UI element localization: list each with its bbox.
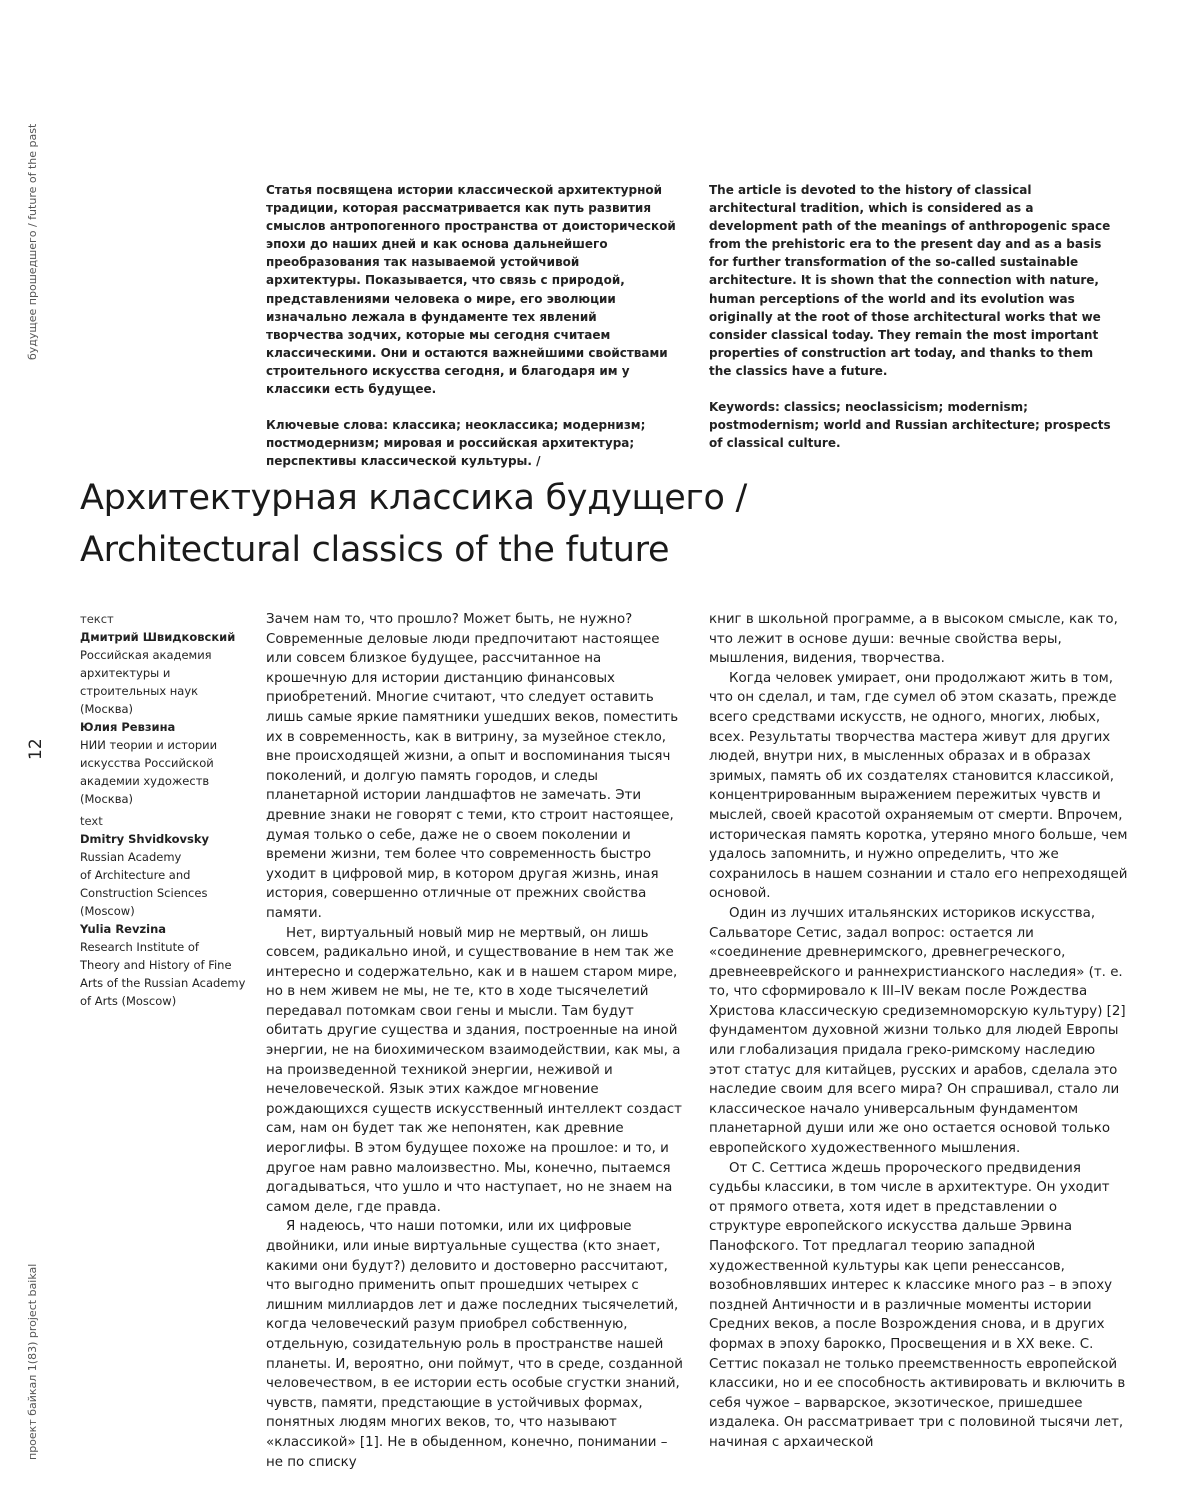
journal-footer-text: проект байкал 1(83) project baikal — [26, 1263, 39, 1460]
author-credits — [80, 610, 250, 1010]
author-affiliation: НИИ теории и истории искусства Российской академии художеств (Москва) — [80, 738, 218, 806]
page-number-text: 12 — [26, 738, 46, 760]
author-affiliation: Research Institute of Theory and History of Fine Arts of the Russian Academy of Arts (Moscow) — [80, 940, 246, 1008]
running-head-text: будущее прошедшего / future of the past — [26, 123, 39, 360]
body-paragraph: Один из лучших итальянских историков искусства, Сальваторе Сетис, задал вопрос: остается ли «соединение древнеримского, древнегреческого, древнееврейского и раннехристианского наследия» (т. е. то, что сформировало к III–IV векам после Рождества Христова классическую средиземноморскую культуру) [2] фундаментом духовной жизни только для людей Европы или глобализация придала греко-римскому наследию этот статус для китайцев, русских и арабов, сделала это наследие своим для всего мира? Он спрашивал, стало ли классическое начало универсальным фундаментом планетарной души или же оно остается основой только европейского художественного мышления. — [709, 905, 1126, 1157]
abstract-en — [709, 181, 1119, 470]
keywords-en: Keywords: classics; neoclassicism; modernism; postmodernism; world and Russian architecture; prospects of classical culture. — [709, 400, 1111, 451]
credit-label-en: text — [80, 814, 103, 828]
body-paragraph: Нет, виртуальный новый мир не мертвый, он лишь совсем, радикально иной, и существование в нем так же интересно и содержательно, как и в нашем старом мире, но в нем живем не мы, не те, кто в ходе тысячелетий передавал потомкам свои гены и мысли. Там будут обитать другие существа и здания, построенные на иной энергии, не на биохимическом взаимодействии, как мы, а на произведенной техникой энергии, неживой и нечеловеческой. Язык этих каждое мгновение рождающихся существ искусственный интеллект создаст сам, нам он будет так же непонятен, как древние иероглифы. В этом будущее похоже на прошлое: и то, и другое нам равно малоизвестно. Мы, конечно, пытаемся догадываться, что ушло и что наступает, но не знаем на самом деле, где правда. — [266, 925, 682, 1215]
title-en: Architectural classics of the future — [80, 530, 670, 570]
author-name: Юлия Ревзина — [80, 720, 176, 734]
body-paragraph: Зачем нам то, что прошло? Может быть, не нужно? Современные деловые люди предпочитают настоящее или совсем близкое будущее, рассчитанное на крошечную для истории дистанцию финансовых приобретений. Многие считают, что следует оставить лишь самые яркие памятники ушедших веков, поместить их в современность, как в витрину, за музейное стекло, вне происходящей жизни, а опыт и воспоминания тысяч поколений, и долгую память городов, и следы планетарной истории ландшафтов не замечать. Эти древние знаки не говорят с теми, кто строит настоящее, думая только о себе, даже не о своем поколении и времени жизни, тем более что современность быстро уходит в цифровой мир, в котором другая жизнь, иная история, совершенно отличные от прежних свойства памяти. — [266, 612, 679, 921]
body-column-1 — [266, 610, 686, 1472]
author-name: Dmitry Shvidkovsky — [80, 832, 210, 846]
body-paragraph: книг в школьной программе, а в высоком смысле, как то, что лежит в основе души: вечные свойства веры, мышления, видения, творчества. — [709, 612, 1118, 667]
author-affiliation: Российская академия архитектуры и строительных наук (Москва) — [80, 648, 212, 716]
abstract-ru-text: Статья посвящена истории классической архитектурной традиции, которая рассматривается как путь развития смыслов антропогенного пространства от доисторической эпохи до наших дней и как основа дальнейшего преобразования так называемой устойчивой архитектуры. Показывается, что связь с природой, представлениями человека о мире, его эволюции изначально лежала в фундаменте тех явлений творчества зодчих, которые мы сегодня считаем классическими. Они и остаются важнейшими свойствами строительного искусства сегодня, и благодаря им у классики есть будущее. — [266, 183, 676, 397]
body-column-2 — [709, 610, 1129, 1453]
article-title — [80, 472, 1120, 576]
body-paragraph: Когда человек умирает, они продолжают жить в том, что он сделал, и там, где сумел об этом сказать, прежде всего средствами искусств, не одного, многих, любых, всех. Результаты творчества мастера живут для других людей, внутри них, в мысленных образах и в образах зримых, память об их создателях становится классикой, концентрированным выражением пережитых чувств и мыслей, своей красотой охраняемым от смерти. Впрочем, историческая память коротка, утеряно много больше, чем удалось запомнить, и нужно определить, что же сохранилось в нашем сознании и стало его непреходящей основой. — [709, 670, 1128, 902]
keywords-ru: Ключевые слова: классика; неоклассика; модернизм; постмодернизм; мировая и российская архитектура; перспективы классической культуры. / — [266, 418, 646, 469]
author-name: Yulia Revzina — [80, 922, 167, 936]
running-head — [26, 48, 42, 408]
body-paragraph: Я надеюсь, что наши потомки, или их цифровые двойники, или иные виртуальные существа (кто знает, какими они будут?) деловито и достоверно рассчитают, что выгодно применить опыт прошедших четырех с лишним миллиардов лет и даже последних тысячелетий, когда человеческий разум приобрел собственную, отдельную, созидательную роль в пространстве нашей планеты. И, вероятно, они поймут, что в среде, созданной человечеством, в ее истории есть особые сгустки знаний, чувств, памяти, предстающие в устойчивых формах, понятных людям многих веков, то, что называют «классикой» [1]. Не в обыденном, конечно, понимании – не по списку — [266, 1219, 683, 1470]
credit-label-ru: текст — [80, 612, 114, 626]
body-paragraph: От С. Сеттиса ждешь пророческого предвидения судьбы классики, в том числе в архитектуре. Он уходит от прямого ответа, хотя идет в представлении о структуре европейского искусства дальше Эрвина Панофского. Тот предлагал теорию западной художественной культуры как цепи ренессансов, возобновлявших интерес к классике много раз – в эпоху поздней Античности и в различные моменты истории Средних веков, а после Возрождения снова, и в других формах в эпоху барокко, Просвещения и в XX веке. С. Сеттис показал не только преемственность европейской классики, но и ее способность активировать и включить в себя чужое – варварское, экзотическое, пришедшее издалека. Он рассматривает три с половиной тысячи лет, начиная с архаической — [709, 1160, 1126, 1450]
abstract-ru — [266, 181, 678, 488]
author-name: Дмитрий Швидковский — [80, 630, 236, 644]
author-affiliation: Russian Academy of Architecture and Construction Sciences (Moscow) — [80, 850, 208, 918]
title-ru: Архитектурная классика будущего / — [80, 478, 747, 518]
abstract-en-text: The article is devoted to the history of classical architectural tradition, which is considered as a development path of the meanings of anthropogenic space from the prehistoric era to the present day and as a basis for further transformation of the so-called sustainable architecture. It is shown that the connection with nature, human perceptions of the world and its evolution was originally at the root of those architectural works that we consider classical today. They remain the most important properties of construction art today, and thanks to them the classics have a future. — [709, 183, 1111, 378]
journal-footer — [26, 1263, 42, 1460]
page-number — [26, 730, 46, 770]
